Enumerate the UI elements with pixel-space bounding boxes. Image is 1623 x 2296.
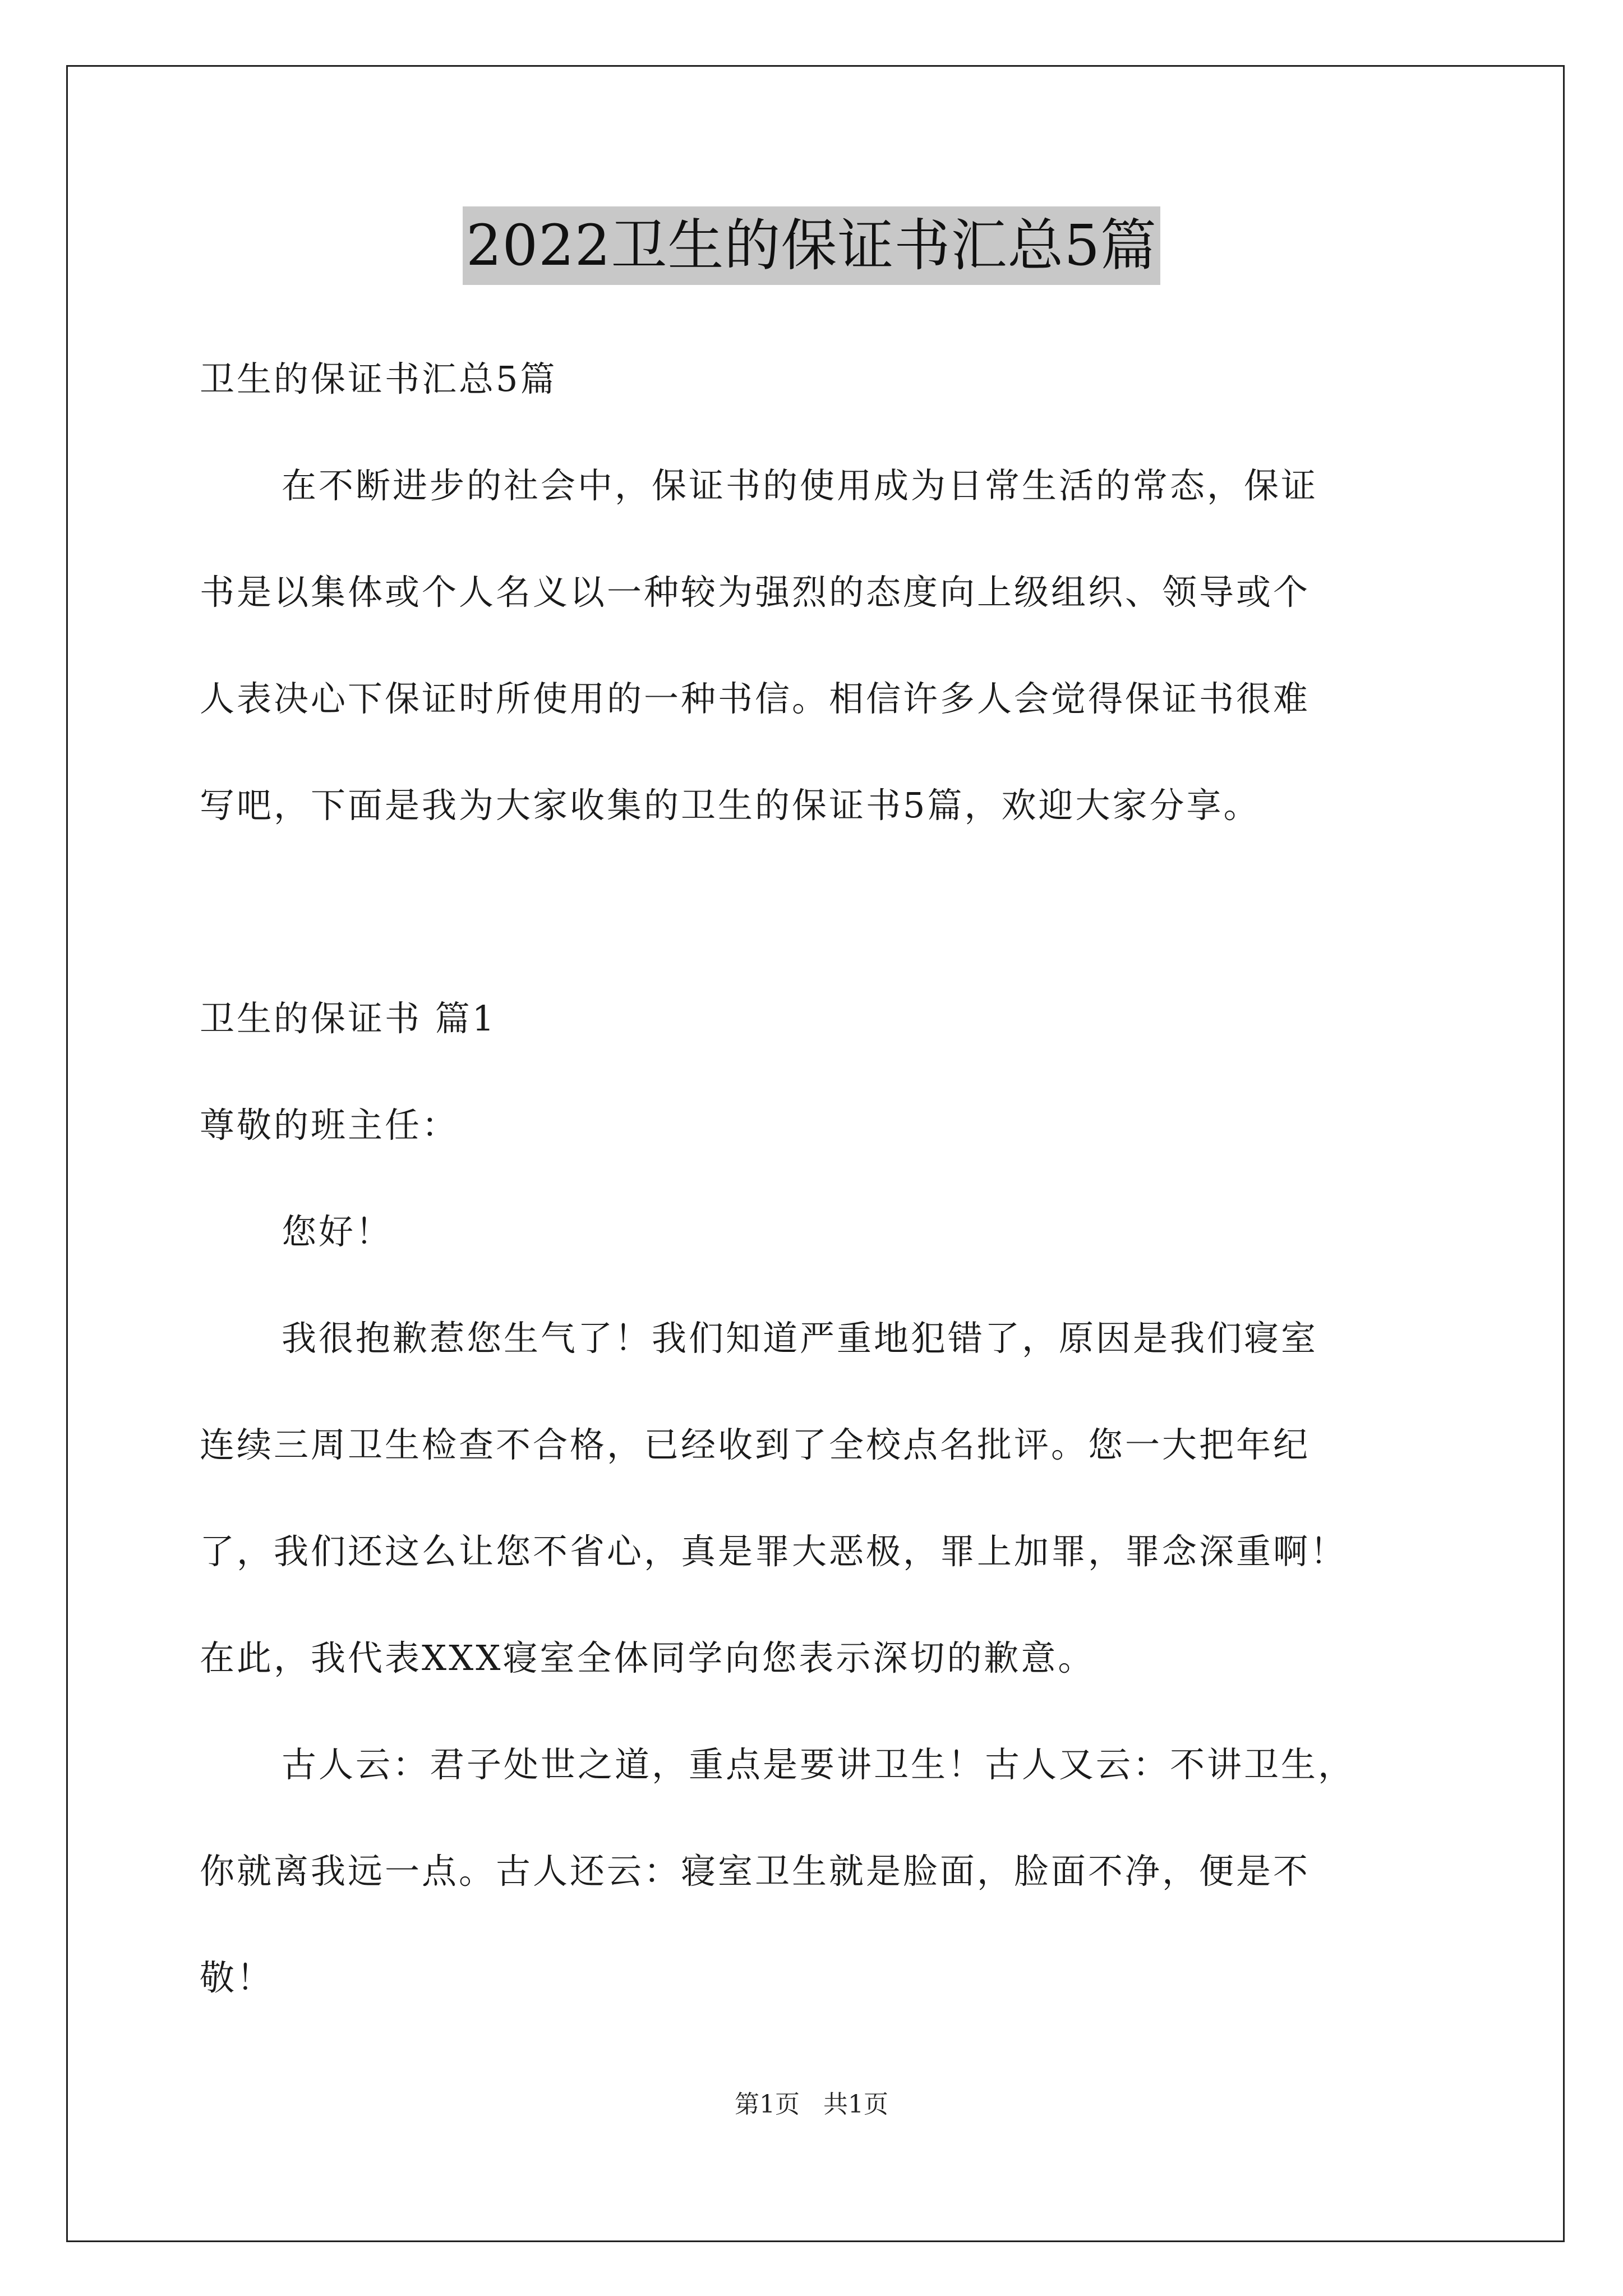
greeting: 您好！	[282, 1211, 393, 1252]
intro-line: 在不断进步的社会中，保证书的使用成为日常生活的常态，保证	[282, 465, 1318, 506]
section-heading: 卫生的保证书 篇1	[200, 998, 497, 1039]
paragraph-line: 了，我们还这么让您不省心，真是罪大恶极，罪上加罪，罪念深重啊！	[200, 1531, 1348, 1572]
page-footer	[0, 2088, 1623, 2122]
document-title: 2022卫生的保证书汇总5篇	[463, 206, 1160, 285]
paragraph-line: 连续三周卫生检查不合格，已经收到了全校点名批评。您一大把年纪	[200, 1424, 1311, 1465]
page-total: 共1页	[823, 2090, 888, 2119]
intro-line: 写吧，下面是我为大家收集的卫生的保证书5篇，欢迎大家分享。	[200, 785, 1261, 826]
page-number: 第1页	[735, 2090, 800, 2119]
intro-line: 书是以集体或个人名义以一种较为强烈的态度向上级组织、领导或个	[200, 572, 1311, 613]
subtitle: 卫生的保证书汇总5篇	[200, 358, 557, 399]
paragraph-line: 古人云：君子处世之道，重点是要讲卫生！古人又云：不讲卫生，	[282, 1744, 1355, 1785]
paragraph-line: 我很抱歉惹您生气了！我们知道严重地犯错了，原因是我们寝室	[282, 1318, 1318, 1359]
intro-line: 人表决心下保证时所使用的一种书信。相信许多人会觉得保证书很难	[200, 678, 1311, 719]
paragraph-line: 敬！	[200, 1957, 274, 1998]
paragraph-line: 在此，我代表XXX寝室全体同学向您表示深切的歉意。	[200, 1637, 1095, 1678]
paragraph-line: 你就离我远一点。古人还云：寝室卫生就是脸面，脸面不净，便是不	[200, 1851, 1311, 1892]
title-container	[0, 206, 1623, 285]
salutation: 尊敬的班主任：	[200, 1105, 459, 1145]
